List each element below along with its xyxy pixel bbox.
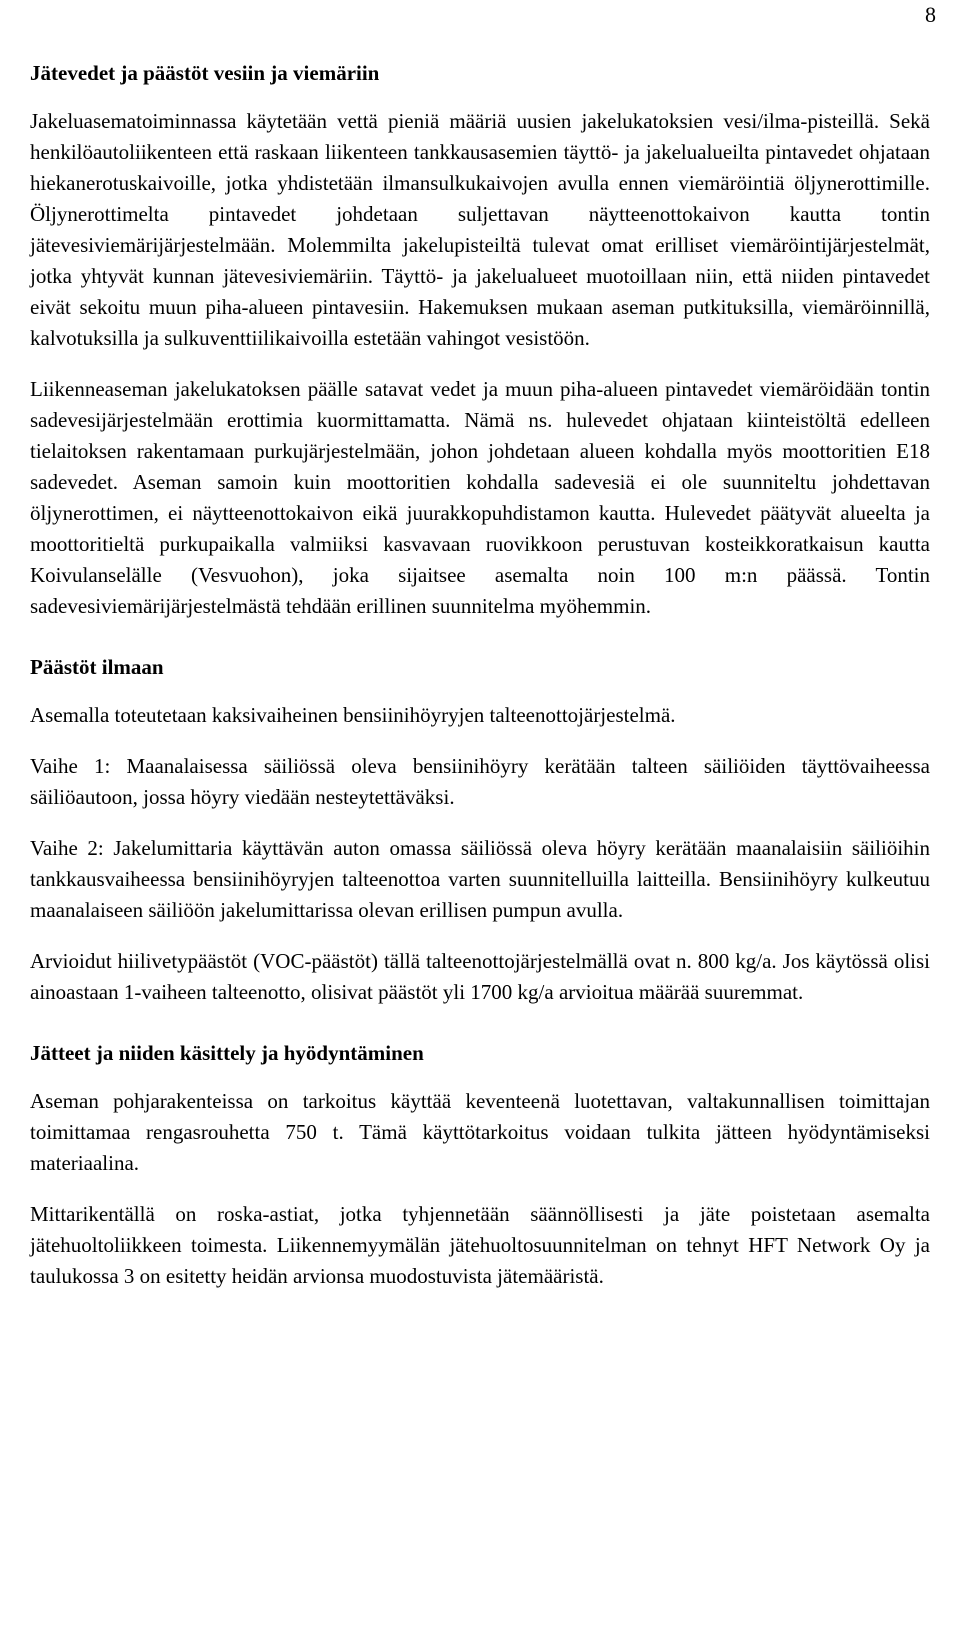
- paragraph: Arvioidut hiilivetypäästöt (VOC-päästöt) tällä talteenottojärjestelmällä ovat n. 800 kg/a. Jos käytössä olisi ainoastaan 1-vaiheen talteenotto, olisivat päästöt yli 1700 kg/a arvioitua määrää suuremmat.: [30, 949, 930, 1004]
- paragraph: Asemalla toteutetaan kaksivaiheinen bensiinihöyryjen talteenottojärjestelmä.: [30, 703, 676, 727]
- paragraph: Jakeluasematoiminnassa käytetään vettä pieniä määriä uusien jakelukatoksien vesi/ilma-pisteillä. Sekä henkilöautoliikenteen että raskaan liikenteen tankkausasemien täyttö- ja jakelualueilta pintavedet ohjataan hiekanerotuskaivoille, jotka yhdistetään ilmansulkukaivojen avulla ennen viemäröintiä öljynerottimille. Öljynerottimelta pintavedet johdetaan suljettavan näytteenottokaivon kautta tontin jätevesiviemärijärjestelmään. Molemmilta jakelupisteiltä tulevat omat erilliset viemäröintijärjestelmät, jotka yhtyvät kunnan jätevesiviemäriin. Täyttö- ja jakelualueet muotoillaan niin, että niiden pintavedet eivät sekoitu muun piha-alueen pintavesiin. Hakemuksen mukaan aseman putkituksilla, viemäröinnillä, kalvotuksilla ja sulkuventtiilikaivoilla estetään vahingot vesistöön.: [30, 109, 930, 350]
- section-heading: Jätteet ja niiden käsittely ja hyödyntäminen: [30, 1041, 424, 1065]
- section-air-emissions: [30, 652, 930, 1008]
- paragraph: Vaihe 2: Jakelumittaria käyttävän auton omassa säiliössä oleva höyry kerätään maanalaisiin säiliöihin tankkausvaiheessa bensiinihöyryjen talteenottoa varten suunnitelluilla laitteilla. Bensiinihöyry kulkeutuu maanalaiseen säiliöön jakelumittarissa olevan erillisen pumpun avulla.: [30, 836, 930, 922]
- section-waste: [30, 1038, 930, 1292]
- paragraph: Mittarikentällä on roska-astiat, jotka tyhjennetään säännöllisesti ja jäte poistetaan asemalta jätehuoltoliikkeen toimesta. Liikennemyymälän jätehuoltosuunnitelman on tehnyt HFT Network Oy ja taulukossa 3 on esitetty heidän arvionsa muodostuvista jätemääristä.: [30, 1202, 930, 1288]
- section-heading: Päästöt ilmaan: [30, 655, 164, 679]
- paragraph: Vaihe 1: Maanalaisessa säiliössä oleva bensiinihöyry kerätään talteen säiliöiden täyttövaiheessa säiliöautoon, jossa höyry viedään nesteytettäväksi.: [30, 754, 930, 809]
- paragraph: Liikenneaseman jakelukatoksen päälle satavat vedet ja muun piha-alueen pintavedet viemäröidään tontin sadevesijärjestelmään erottimia kuormittamatta. Nämä ns. hulevedet ohjataan kiinteistöltä edelleen tielaitoksen rakentamaan purkujärjestelmään, johon johdetaan alueen kohdalla myös moottoritien E18 sadevedet. Aseman samoin kuin moottoritien kohdalla sadevesiä ei ole suunniteltu johdettavan öljynerottimen, ei näytteenottokaivon eikä juurakkopuhdistamon kautta. Hulevedet päätyvät alueelta ja moottoritieltä purkupaikalla valmiiksi kasvavaan ruovikkoon perustuvan kosteikkoratkaisun kautta Koivulanselälle (Vesvuohon), joka sijaitsee asemalta noin 100 m:n päässä. Tontin sadevesiviemärijärjestelmästä tehdään erillinen suunnitelma myöhemmin.: [30, 377, 930, 618]
- document-body: [30, 58, 930, 1292]
- paragraph: Aseman pohjarakenteissa on tarkoitus käyttää keventeenä luotettavan, valtakunnallisen toimittajan toimittamaa rengasrouhetta 750 t. Tämä käyttötarkoitus voidaan tulkita jätteen hyödyntämiseksi materiaalina.: [30, 1089, 930, 1175]
- page-number: 8: [925, 2, 936, 27]
- section-wastewater: [30, 58, 930, 622]
- section-heading: Jätevedet ja päästöt vesiin ja viemäriin: [30, 61, 380, 85]
